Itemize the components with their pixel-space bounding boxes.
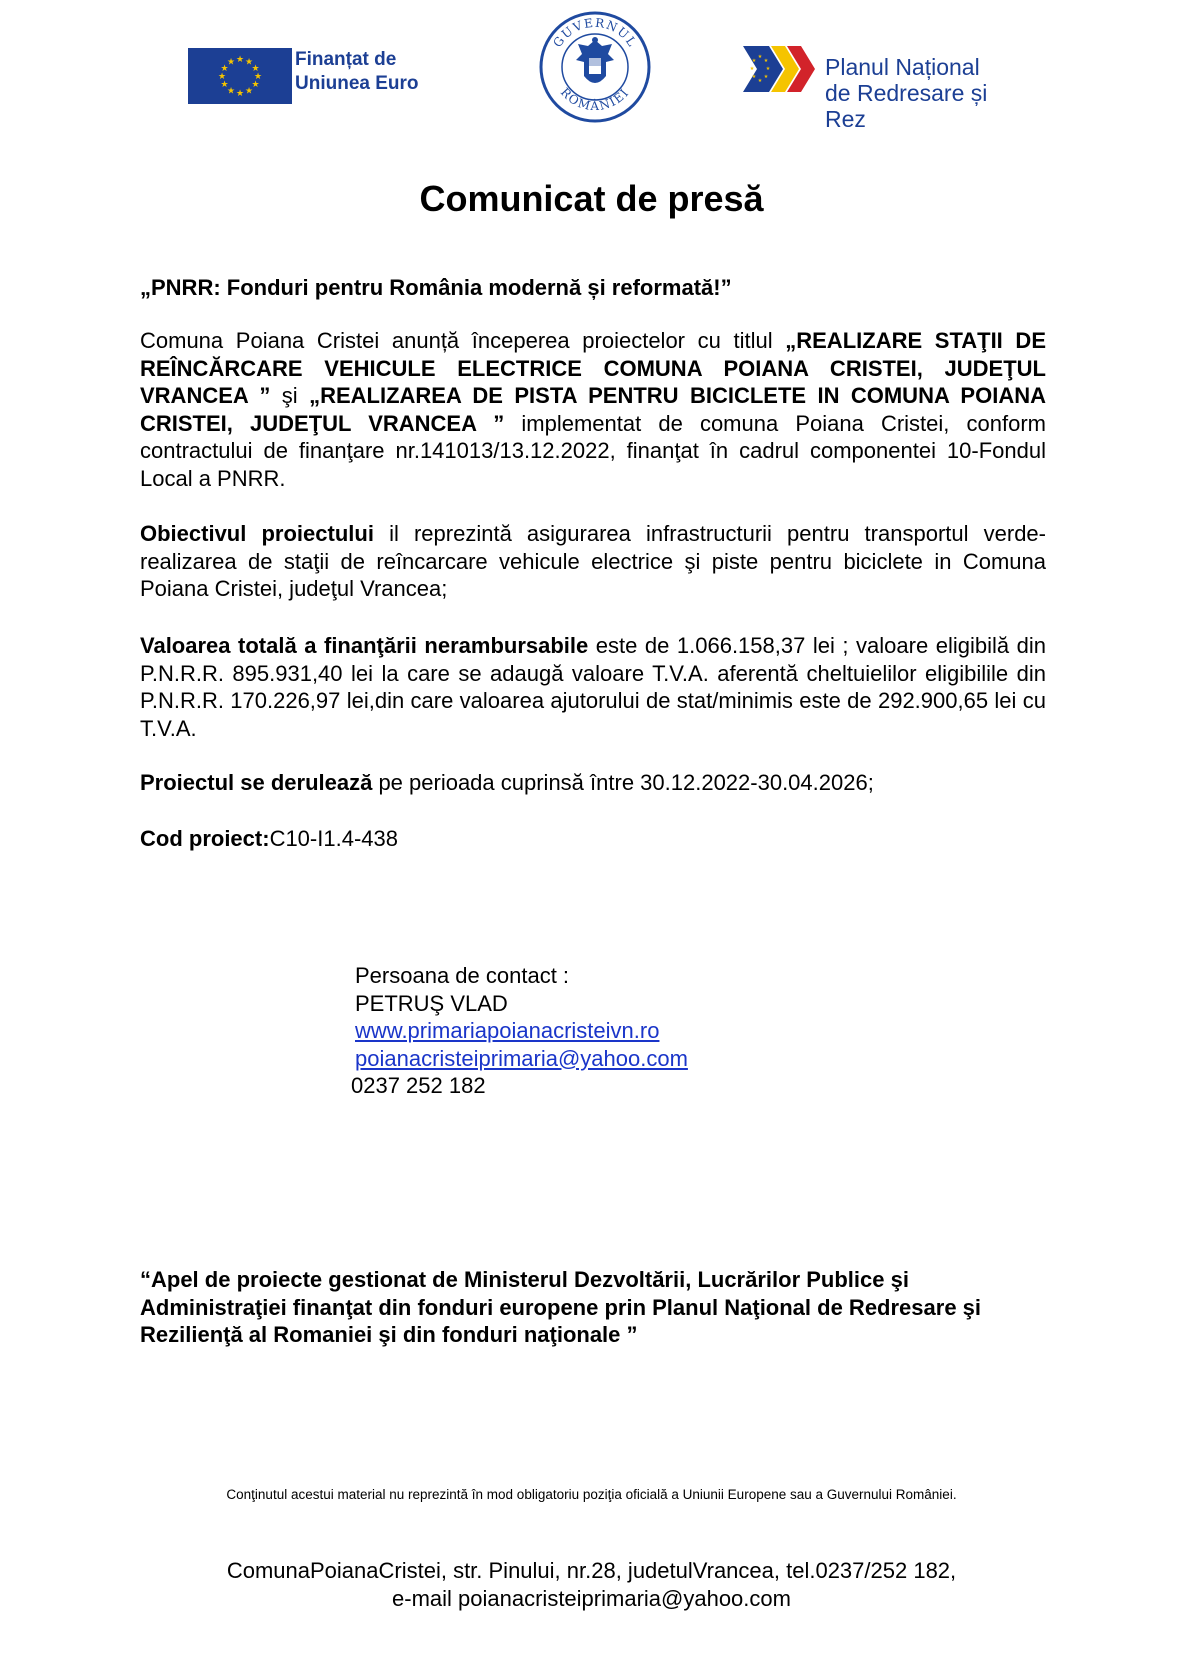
svg-text:★: ★ [763,74,769,80]
svg-text:★: ★ [217,72,227,82]
svg-text:GUVERNUL: GUVERNUL [550,15,640,50]
address-line2: e-mail poianacristeiprimaria@yahoo.com [392,1586,791,1611]
value-label: Valoarea totală a finanţării nerambursabile [140,633,589,658]
svg-text:★: ★ [244,57,254,68]
svg-text:★: ★ [251,80,260,90]
svg-text:★: ★ [220,64,229,74]
contact-block [351,962,688,1100]
svg-text:★: ★ [251,64,260,74]
eu-logo-text [295,48,428,104]
svg-text:★: ★ [226,57,236,68]
svg-text:★: ★ [757,54,763,60]
svg-text:★: ★ [765,66,771,72]
intro-paragraph [140,327,1046,492]
svg-text:ROMÂNIEI: ROMÂNIEI [557,85,633,114]
period-label: Proiectul se derulează [140,770,373,795]
pnrr-logo [743,46,1019,132]
intro-rest: implementat de comuna Poiana Cristei, conform contractului de finanţare nr.141013/13.12.2022, finanţat în cadrul componentei 10-Fondul Local a PNRR. [140,410,1046,491]
svg-text:★: ★ [253,72,263,82]
svg-text:★: ★ [757,78,763,84]
objective-paragraph [140,520,1046,603]
svg-text:★: ★ [226,86,236,97]
project-code-label: Cod proiect: [140,826,270,851]
page-title: Comunicat de presă [419,178,764,219]
website-link[interactable]: www.primariapoianacristeivn.ro [355,1018,660,1043]
project2-title: „REALIZAREA DE PISTA PENTRU BICICLETE IN COMUNA POIANA CRISTEI, JUDEŢUL VRANCEA ” [140,383,1046,436]
eu-logo-text-line1: Finanțat de [295,49,397,70]
svg-text:★: ★ [763,58,769,64]
contact-phone: 0237 252 182 [351,1073,486,1098]
period-text: pe perioada cuprinsă între 30.12.2022-30.04.2026; [372,770,874,795]
objective-label: Obiectivul proiectului [140,521,374,546]
period-paragraph [140,769,1046,797]
address-block [0,1557,1183,1613]
svg-text:★: ★ [235,55,245,65]
svg-text:★: ★ [220,80,229,90]
value-paragraph [140,632,1046,742]
value-text: este de 1.066.158,37 lei ; valoare eligibilă din P.N.R.R. 895.931,40 lei la care se adaugă valoare T.V.A. aferentă cheltuielilor eligibilile din P.N.R.R. 170.226,97 lei,din care valoarea ajutorului de stat/minimis este de 292.900,65 lei cu T.V.A. [140,633,1046,741]
project-code [140,825,1046,853]
svg-text:★: ★ [749,66,755,72]
funding-call-statement: “Apel de proiecte gestionat de Ministerul Dezvoltării, Lucrărilor Publice şi Administraţiei finanţat din fonduri europene prin Planul Naţional de Redresare şi Rezilienţă al Romaniei şi din fonduri naţionale ” [140,1267,982,1347]
svg-text:★: ★ [244,86,254,97]
pnrr-flag-arrows-icon [743,46,821,92]
svg-text:★: ★ [235,89,245,99]
intro-conj: şi [270,383,310,408]
eu-flag-icon [188,48,292,104]
address-line1: ComunaPoianaCristei, str. Pinului, nr.28, judetulVrancea, tel.0237/252 182, [226,1558,957,1583]
email-link[interactable]: poianacristeiprimaria@yahoo.com [355,1045,688,1071]
slogan: „PNRR: Fonduri pentru România modernă și reformată!” [140,275,732,300]
svg-text:★: ★ [751,58,757,64]
disclaimer: Conţinutul acestui material nu reprezintă în mod obligatoriu poziţia oficială a Uniunii Europene sau a Guvernului României. [226,1487,957,1502]
pnrr-logo-text [825,54,1019,132]
eu-logo-text-line2: Uniunea Euro [295,73,419,94]
pnrr-logo-text-line1: Planul Național [825,54,980,80]
project1-title: „REALIZARE STAŢII DE REÎNCĂRCARE VEHICULE ELECTRICE COMUNA POIANA CRISTEI, JUDEŢUL VRANCEA ” [140,328,1046,408]
contact-heading: Persoana de contact : [355,963,570,988]
eu-funding-logo [188,48,428,104]
romanian-government-seal-icon [538,10,652,124]
contact-name: PETRUŞ VLAD [355,990,508,1016]
objective-text: il reprezintă asigurarea infrastructurii pentru transportul verde-realizarea de staţii de reîncarcare vehicule electrice şi piste pentru biciclete in Comuna Poiana Cristei, judeţul Vrancea; [140,521,1046,601]
pnrr-logo-text-line2: de Redresare și Rez [825,80,988,132]
intro-lead: Comuna Poiana Cristei anunță începerea proiectelor cu titlul [140,328,786,353]
project-code-value: C10-I1.4-438 [269,826,398,851]
svg-text:★: ★ [751,74,757,80]
